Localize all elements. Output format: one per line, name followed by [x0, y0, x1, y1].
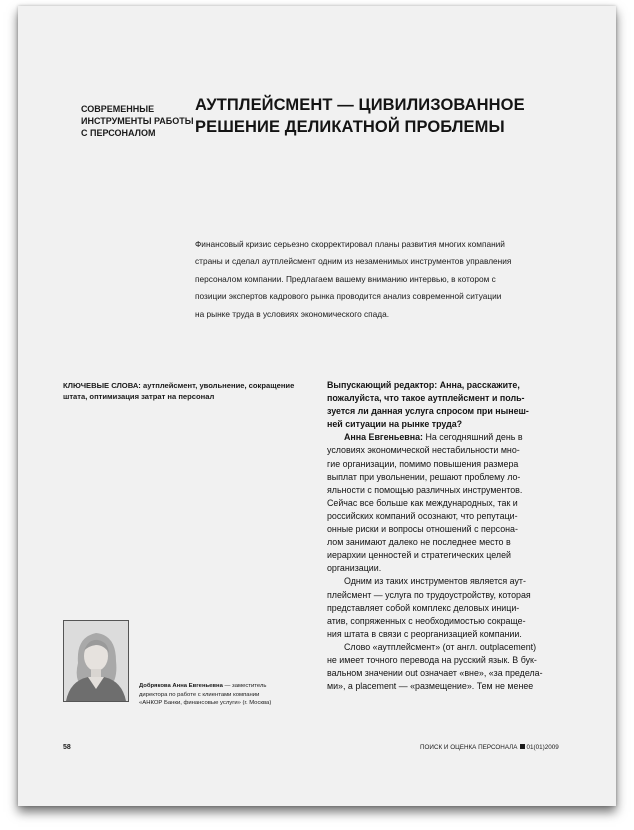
question-line: ней ситуации на рынке труда? — [327, 419, 463, 430]
footer-publication — [420, 744, 559, 751]
caption-role: — заместитель — [222, 683, 267, 689]
question-line: зуется ли данная услуга спросом при нынеш- — [327, 406, 529, 417]
paragraph-first-line: Слово «аутплейсмент» (от англ. outplacement) — [344, 641, 537, 652]
answer-line: организации. — [327, 563, 382, 574]
question-line: Выпускающий редактор: Анна, расскажите, — [327, 380, 520, 390]
answer-line: условиях экономической нестабильности мно- — [327, 445, 520, 456]
magazine-name: ПОИСК И ОЦЕНКА ПЕРСОНАЛА — [420, 744, 518, 751]
answer-line: онные риски и вопросы отношений с персона- — [327, 524, 518, 535]
answer-line: лом занимают далеко не последнее место в — [327, 537, 511, 548]
page-number: 58 — [63, 744, 71, 751]
section-line: СОВРЕМЕННЫЕ — [81, 104, 155, 114]
section-line: С ПЕРСОНАЛОМ — [81, 128, 156, 138]
caption-name: Добрякова Анна Евгеньевна — [139, 683, 223, 689]
paragraph-line: вальном значении out означает «вне», «за предела- — [327, 668, 543, 679]
title-line: АУТПЛЕЙСМЕНТ — ЦИВИЛИЗОВАННОЕ — [195, 96, 525, 114]
issue-number: 01(01)2009 — [526, 744, 559, 751]
speaker-label: Анна Евгеньевна: — [344, 432, 423, 443]
paragraph-line: атив, сопряженных с необходимостью сокраще- — [327, 615, 526, 626]
lead-line: страны и сделал аутплейсмент одним из незаменимых инструментов управления — [195, 256, 512, 267]
article-title — [195, 94, 575, 138]
answer-line: российских компаний осознают, что репутаци- — [327, 510, 518, 521]
answer-line: иерархии ценностей и стратегических целей — [327, 550, 511, 561]
section-heading — [81, 103, 201, 139]
portrait-image — [64, 621, 128, 701]
keywords-block — [63, 381, 303, 402]
square-bullet-icon — [520, 744, 525, 749]
answer-text: На сегодняшний день в — [423, 432, 523, 443]
answer-line: гие организации, помимо повышения размера — [327, 458, 519, 469]
keywords-label: КЛЮЧЕВЫЕ СЛОВА: — [63, 381, 141, 390]
caption-line: «АНКОР Банки, финансовые услуги» (г. Москва) — [139, 700, 272, 707]
paragraph-line: плейсмент — услуга по трудоустройству, которая — [327, 589, 531, 600]
paragraph-line: ми», а placement — «размещение». Тем не менее — [327, 681, 534, 692]
article-body — [327, 379, 567, 693]
paragraph-line: не имеет точного перевода на русский язык. В бук- — [327, 654, 537, 665]
answer-line: яльности с помощью различных инструментов. — [327, 484, 523, 495]
lead-line: Финансовый кризис серьезно скорректировал планы развития многих компаний — [195, 239, 505, 249]
photo-caption — [139, 682, 309, 708]
paragraph-first-line: Одним из таких инструментов является аут- — [344, 576, 526, 587]
lead-line: позиции экспертов кадрового рынка проводится анализ современной ситуации — [195, 291, 502, 302]
caption-line: директора по работе с клиентами компании — [139, 691, 260, 698]
title-line: РЕШЕНИЕ ДЕЛИКАТНОЙ ПРОБЛЕМЫ — [195, 118, 505, 136]
answer-line: выплат при увольнении, решают проблему ло- — [327, 471, 521, 482]
paragraph-line: ния штата в связи с реорганизацией компании. — [327, 628, 522, 639]
paragraph-line: представляет собой комплекс деловых иници- — [327, 602, 520, 613]
section-line: ИНСТРУМЕНТЫ РАБОТЫ — [81, 116, 194, 126]
lead-line: персоналом компании. Предлагаем вашему вниманию интервью, в котором с — [195, 273, 496, 284]
keywords-text: аутплейсмент, увольнение, сокращение — [142, 381, 295, 390]
lead-line: на рынке труда в условиях экономического спада. — [195, 308, 390, 319]
question-line: пожалуйста, что такое аутплейсмент и поль- — [327, 393, 525, 404]
keywords-text: штата, оптимизация затрат на персонал — [63, 391, 215, 401]
lead-paragraph — [195, 236, 585, 323]
answer-line: Сейчас все больше как международных, так и — [327, 497, 518, 508]
author-photo — [63, 620, 129, 702]
